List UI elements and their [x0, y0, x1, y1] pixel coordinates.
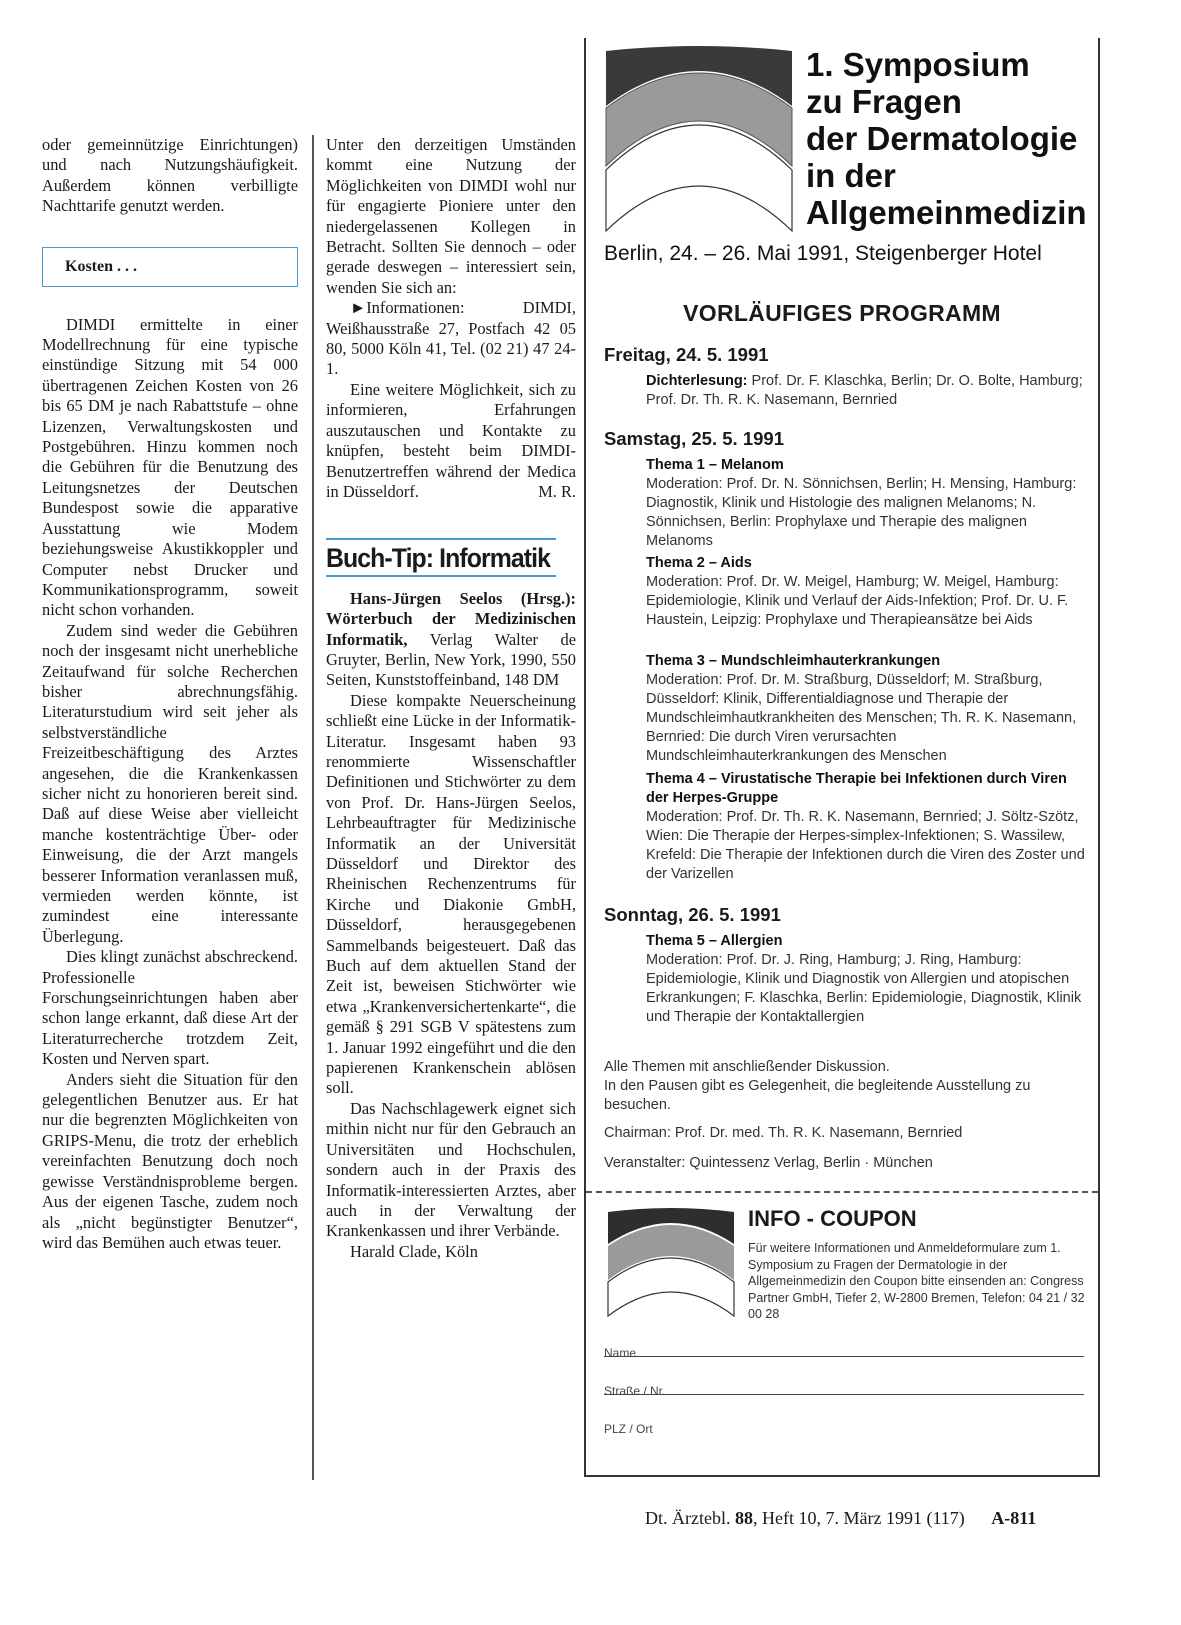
title-line: 1. Symposium: [806, 46, 1030, 83]
paragraph: [326, 380, 576, 502]
page-footer: [645, 1508, 1036, 1529]
program-entry-thema-4: [646, 770, 1086, 884]
paragraph: Diese kompakte Neuerscheinung schließt eine Lücke in der Informatik-Literatur. Insgesamt haben 93 renommierte Wissenschaftler Definitionen und Stichwörter zu dem von Prof. Dr. Hans-Jürgen Seelos, Lehrbeauftragter für Medizinische Informatik an der Universität Düsseldorf und Direktor des Rheinischen Rechenzentrums für Kirche und Diakonie GmbH, Düsseldorf, herausgegebenen Sammelbands beigesteuert. Daß das Buch auf dem aktuellen Stand der Zeit ist, beweisen Stichwörter wie etwa „Krankenversichertenkarte“, die gemäß § 291 SGB V spätestens zum 1. Januar 1992 eingeführt und die den papierenen Krankenschein ablösen soll.: [326, 690, 576, 1098]
symposium-ad: [584, 38, 1100, 1477]
paragraph: Das Nachschlagewerk eignet sich mithin nicht nur für den Gebrauch an Universitäten und Hochschulen, sondern auch in der Praxis des Informatik-interessierten Arztes, aber auch in der Verwaltung der Krankenkassen und ihrer Verbände.: [326, 1098, 576, 1241]
title-line: Allgemeinmedizin: [806, 194, 1087, 231]
entry-text: Moderation: Prof. Dr. W. Meigel, Hamburg; W. Meigel, Hamburg: Epidemiologie, Klinik und Verlauf der Aids-Infektion; Prof. Dr. U. F. Haustein, Leipzig: Prophylaxe und Therapieansätze bei Aids: [646, 574, 1069, 628]
program-entry: [646, 372, 1086, 410]
volume: 88: [734, 1508, 753, 1528]
entry-text: Moderation: Prof. Dr. N. Sönnichsen, Berlin; H. Mensing, Hamburg: Diagnostik, Klinik und Histologie des malignen Melanoms; N. Sönnichsen, Berlin: Prophylaxe und Therapie des malignen Melanoms: [646, 476, 1077, 549]
program-entry-thema-3: [646, 652, 1086, 766]
entry-head: Thema 4 – Virustatische Therapie bei Infektionen durch Viren der Herpes-Gruppe: [646, 771, 1067, 806]
day-heading-saturday: Samstag, 25. 5. 1991: [604, 428, 784, 449]
paragraph: Anders sieht die Situation für den gelegentlichen Benutzer aus. Er hat nur die begrenzten Möglichkeiten von GRIPS-Menu, die trotz der erheblich vereinfachten Benutzung doch noch gewisse Verständnisprobleme bergen. Aus der eigenen Tasche, zudem noch als „nicht begünstigter Benutzer“, wird das Bemühen auch etwas teuer.: [42, 1069, 298, 1252]
entry-text: Moderation: Prof. Dr. Th. R. K. Nasemann, Bernried; J. Söltz-Szötz, Wien: Die Therapie der Herpes-simplex-Infektionen; S. Wassilew, Krefeld: Die Therapie der Infektionen durch die Viren des Zoster und der Varizellen: [646, 809, 1085, 882]
paragraph: Zudem sind weder die Gebühren noch der insgesamt nicht unerhebliche Zeitaufwand für solche Recherchen bisher abrechnungsfähig. Literaturstudium wird seit jeher als selbstverständliche Freizeitbeschäftigung des Arztes angesehen, die die Krankenkassen sicher nicht zu honorieren bereit sind. Daß auf diese Weise aber vielleicht manche kostenträchtige Über- oder Einweisung, die der Arzt mangels besserer Information veranlassen muß, vermieden werden könnte, ist zumindest eine interessante Überlegung.: [42, 620, 298, 946]
program-entry-thema-2: [646, 554, 1086, 630]
article-column-1: [42, 135, 298, 1253]
paragraph: oder gemeinnützige Einrichtungen) und nach Nutzungshäufigkeit. Außerdem können verbilligte Nachttarife genutzt werden.: [42, 135, 298, 216]
program-notes: [604, 1058, 1084, 1115]
day-heading-sunday: Sonntag, 26. 5. 1991: [604, 904, 781, 925]
coupon-text: Für weitere Informationen und Anmeldeformulare zum 1. Symposium zu Fragen der Dermatologie in der Allgemeinmedizin den Coupon bitte einsenden an: Congress Partner GmbH, Tiefer 2, W-2800 Bremen, Telefon: 04 21 / 32 00 28: [748, 1241, 1085, 1321]
paragraph: DIMDI ermittelte in einer Modellrechnung für eine typische einstündige Sitzung mit 54 000 übertragenen Zeichen Kosten von 26 bis 65 DM je nach Rabattstufe – ohne Lizenzen, Verwaltungskosten und Postgebühren. Hinzu kommen noch die Gebühren für die Benutzung des Leitungsnetzes der Deutschen Bundespost sowie die apparative Ausstattung wie Modem beziehungsweise Akustikkoppler und Computer nebst Drucker und Kommunikationsprogramm, soweit nicht schon vorhanden.: [42, 314, 298, 620]
book-title: Hans-Jürgen Seelos (Hrsg.): Wörterbuch der Medizinischen Informatik,: [326, 588, 576, 649]
note: Alle Themen mit anschließender Diskussion.: [604, 1059, 890, 1075]
entry-head: Thema 2 – Aids: [646, 555, 752, 571]
paragraph: Dies klingt zunächst abschreckend. Professionelle Forschungseinrichtungen haben aber schon lange erkannt, daß diese Art der Literaturrecherche trotzdem Zeit, Kosten und Nerven spart.: [42, 947, 298, 1069]
entry-text: Prof. Dr. F. Klaschka, Berlin; Dr. O. Bolte, Hamburg; Prof. Dr. Th. R. K. Nasemann, Bernried: [646, 373, 1083, 408]
journal-name: Dt. Ärztebl.: [645, 1508, 735, 1528]
symposium-date-location: Berlin, 24. – 26. Mai 1991, Steigenberger Hotel: [604, 242, 1042, 265]
title-line: der Dermatologie: [806, 120, 1078, 157]
coupon-cut-line: [586, 1191, 1098, 1193]
author-line: Harald Clade, Köln: [350, 1241, 478, 1261]
entry-head: Thema 3 – Mundschleimhauterkrankungen: [646, 653, 941, 669]
column-divider: [312, 135, 314, 1480]
entry-text: Moderation: Prof. Dr. M. Straßburg, Düsseldorf; M. Straßburg, Düsseldorf: Klinik, Differentialdiagnose und Therapie der Mundschleimhautkrankheiten des Menschen; Th. R. K. Nasemann, Bernried: Die durch Viren verursachten Mundschleimhauterkrankungen des Menschen: [646, 672, 1077, 764]
entry-head: Thema 5 – Allergien: [646, 933, 783, 949]
day-heading-friday: Freitag, 24. 5. 1991: [604, 344, 769, 365]
paragraph: Unter den derzeitigen Umständen kommt eine Nutzung der Möglichkeiten von DIMDI wohl nur für engagierte Pioniere unter den niedergelassenen Kollegen in Betracht. Sollten Sie dennoch – oder gerade deswegen – interessiert sein, wenden Sie sich an:: [326, 135, 576, 297]
page-number: A-811: [991, 1508, 1037, 1528]
article-column-2: [326, 135, 576, 1262]
coupon-title: INFO - COUPON: [748, 1206, 917, 1231]
organizer-line: Veranstalter: Quintessenz Verlag, Berlin · München: [604, 1155, 933, 1171]
paragraph-text: Eine weitere Möglichkeit, sich zu informieren, Erfahrungen auszutauschen und Kontakte zu knüpfen, besteht beim DIMDI-Benutzertreffen während der Medica in Düsseldorf.: [326, 379, 576, 501]
author-initials: M. R.: [538, 481, 576, 501]
chairman-line: Chairman: Prof. Dr. med. Th. R. K. Nasemann, Bernried: [604, 1125, 963, 1141]
title-line: in der: [806, 157, 896, 194]
coupon-field-street[interactable]: Straße / Nr.: [604, 1374, 1084, 1395]
arc-logo: [604, 46, 794, 241]
book-details: Verlag Walter de Gruyter, Berlin, New York, 1990, 550 Seiten, Kunststoffeinband, 148 DM: [326, 629, 576, 690]
program-heading: VORLÄUFIGES PROGRAMM: [683, 300, 1001, 326]
coupon-field-name[interactable]: Name: [604, 1336, 1084, 1357]
entry-text: Moderation: Prof. Dr. J. Ring, Hamburg; J. Ring, Hamburg: Epidemiologie, Klinik und Diagnostik von Allergien und atopischen Erkrankungen; F. Klaschka, Berlin: Epidemiologie, Diagnostik, Klinik und Therapie der Kontaktallergien: [646, 952, 1082, 1025]
paragraph: ►Informationen: DIMDI, Weißhausstraße 27, Postfach 42 05 80, 5000 Köln 41, Tel. (02 21) 47 24-1.: [326, 298, 576, 379]
issue-info: , Heft 10, 7. März 1991 (117): [752, 1508, 965, 1528]
coupon-field-city[interactable]: PLZ / Ort: [604, 1422, 653, 1436]
coupon-arc-logo: [606, 1208, 736, 1320]
book-reference: [326, 589, 576, 691]
entry-head: Thema 1 – Melanom: [646, 457, 784, 473]
program-entry-thema-1: [646, 456, 1086, 551]
section-box-kosten: Kosten . . .: [42, 247, 298, 287]
program-entry-thema-5: [646, 932, 1086, 1027]
title-line: zu Fragen: [806, 83, 962, 120]
note: In den Pausen gibt es Gelegenheit, die begleitende Ausstellung zu besuchen.: [604, 1078, 1031, 1113]
entry-head: Dichterlesung:: [646, 373, 748, 389]
symposium-title: [806, 46, 1087, 231]
buchtip-heading: Buch-Tip: Informatik: [326, 538, 556, 576]
